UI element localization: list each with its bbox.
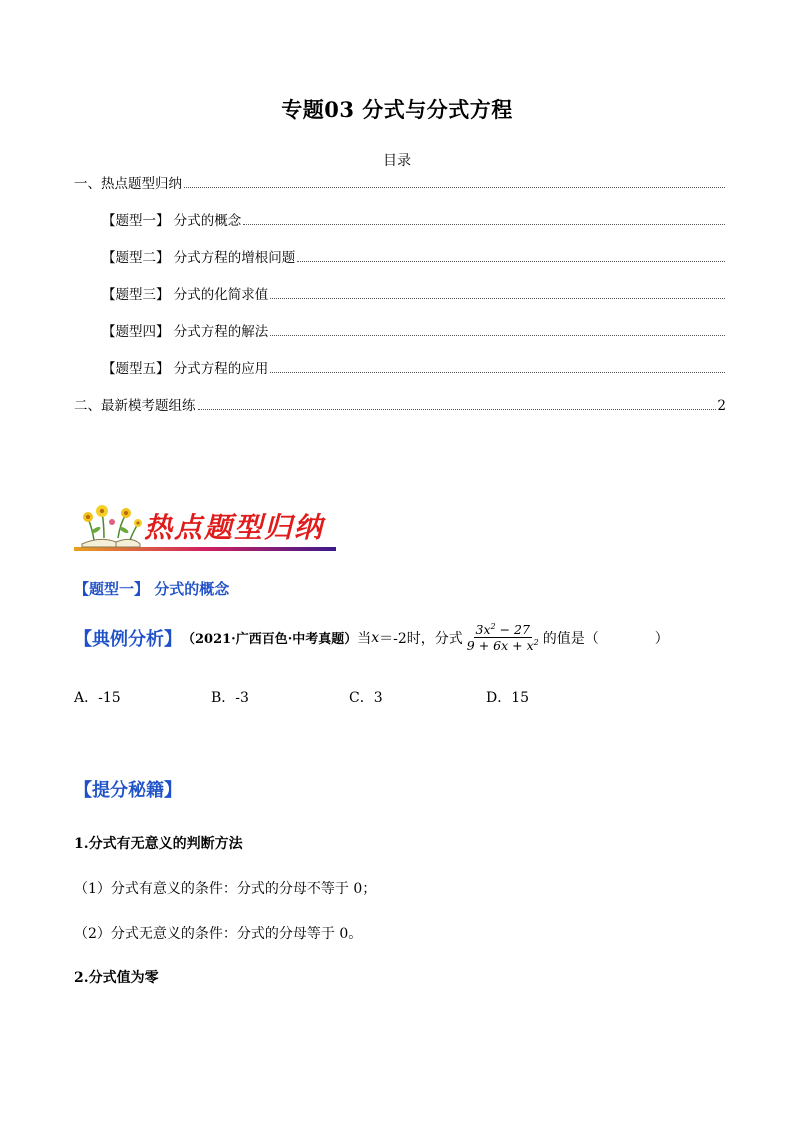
tips-subheading-1: 1.分式有无意义的判断方法 (74, 836, 243, 852)
option-c[interactable]: C．3 (349, 690, 383, 706)
toc-entry[interactable] (74, 396, 726, 414)
option-b[interactable]: B．-3 (211, 690, 249, 706)
numerator-exponent: 2 (490, 622, 496, 631)
toc-entry[interactable] (74, 211, 726, 229)
toc-entry-label: 【题型三】 分式的化简求值 (102, 287, 269, 303)
leader-dots (243, 224, 725, 225)
toc-heading: 目录 (383, 153, 411, 169)
toc-entry-label: 【题型四】 分式方程的解法 (102, 324, 269, 340)
toc-entry[interactable] (74, 248, 726, 266)
leader-dots (270, 335, 725, 336)
toc-list (74, 174, 726, 414)
fraction-denominator (465, 638, 541, 653)
leader-dots (198, 409, 717, 410)
toc-entry[interactable] (74, 359, 726, 377)
example-text-before: 当 (357, 630, 372, 647)
example-condition: ＝-2时，分式 (379, 630, 463, 647)
denominator-exponent: 2 (533, 638, 539, 648)
leader-dots (270, 372, 725, 373)
example-text-after: 的值是（ ） (542, 630, 669, 647)
example-question (74, 622, 669, 653)
toc-entry-label: 【题型二】 分式方程的增根问题 (102, 250, 296, 266)
denominator-terms: 9 + 6x + x (466, 638, 534, 654)
example-tag: 【典例分析】 (74, 628, 182, 650)
numerator-term: 3x (475, 622, 491, 638)
toc-page-number: 2 (717, 398, 726, 414)
fraction (465, 622, 541, 653)
leader-dots (184, 187, 725, 188)
toc-entry-label: 二、最新模考题组练 (74, 398, 196, 414)
leader-dots (270, 298, 725, 299)
toc-entry-label: 【题型五】 分式方程的应用 (102, 361, 269, 377)
option-a[interactable]: A．-15 (74, 690, 121, 706)
toc-entry[interactable] (74, 322, 726, 340)
toc-entry-label: 【题型一】 分式的概念 (102, 213, 242, 229)
tips-paragraph-1: （1）分式有意义的条件：分式的分母不等于 0； (74, 881, 377, 897)
option-d[interactable]: D．15 (486, 690, 530, 706)
numerator-rest: − 27 (495, 622, 530, 638)
tips-paragraph-2: （2）分式无意义的条件：分式的分母等于 0。 (74, 926, 363, 942)
page-title: 专题03 分式与分式方程 (281, 97, 513, 122)
fraction-numerator (474, 622, 532, 638)
toc-entry[interactable] (74, 174, 726, 192)
leader-dots (297, 261, 725, 262)
section-heading: 【题型一】 分式的概念 (74, 580, 230, 598)
banner-title: 热点题型归纳 (144, 511, 325, 544)
example-source: （2021·广西百色·中考真题） (182, 632, 358, 648)
example-variable: x (371, 629, 380, 646)
tips-subheading-2: 2.分式值为零 (74, 970, 159, 986)
tips-heading: 【提分秘籍】 (74, 780, 182, 801)
toc-entry[interactable] (74, 285, 726, 303)
toc-entry-label: 一、热点题型归纳 (74, 176, 182, 192)
